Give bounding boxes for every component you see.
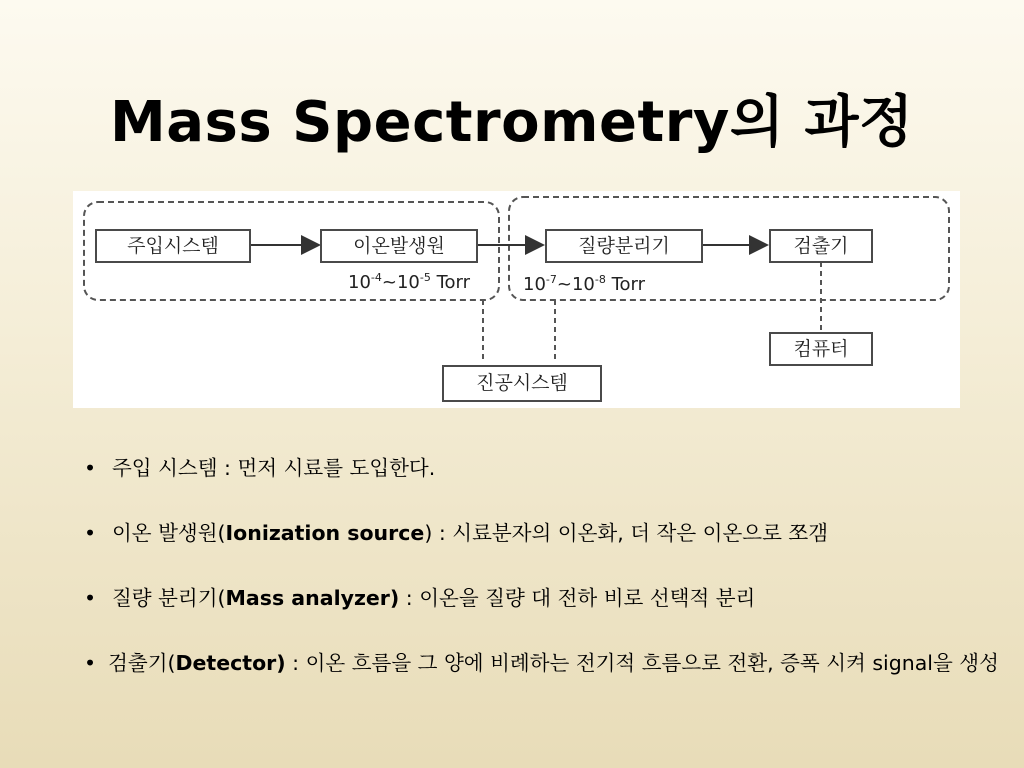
pressure-right-label: $10^{-7}\sim 10^{-8}$ Torr (523, 273, 645, 295)
bullet-desc: : 이온을 질량 대 전하 비로 선택적 분리 (399, 586, 756, 610)
computer-box: 컴퓨터 (769, 332, 873, 366)
bullet-text: 질량 분리기( (112, 586, 226, 610)
bullet-mark: • (84, 521, 97, 545)
bullet-text: 검출기( (108, 651, 176, 675)
bullet-desc: : 이온 흐름을 그 양에 비례하는 전기적 흐름으로 전환, 증폭 시켜 signal을 생성 (285, 651, 999, 675)
bullet-mark: • (84, 651, 97, 675)
bullet-term: Ionization source (225, 521, 425, 545)
mass-spec-process-diagram (73, 191, 960, 408)
vacuum-system-box: 진공시스템 (442, 365, 602, 402)
bullet-term: Detector) (175, 651, 286, 675)
mass-analyzer-box: 질량분리기 (545, 229, 703, 263)
bullet-item-ion-source (82, 517, 1007, 550)
bullet-item-injection (82, 452, 1007, 485)
bullet-item-mass-analyzer (82, 582, 1007, 615)
slide-title: Mass Spectrometry의 과정 (110, 90, 914, 155)
bullet-list (82, 452, 1007, 712)
bullet-desc: ) : 시료분자의 이온화, 더 작은 이온으로 쪼갬 (424, 521, 829, 545)
bullet-mark: • (84, 456, 97, 480)
pressure-left-label: $10^{-4}\sim 10^{-5}$ Torr (348, 271, 470, 293)
ion-source-box: 이온발생원 (320, 229, 478, 263)
bullet-item-detector (82, 647, 1007, 680)
detector-box: 검출기 (769, 229, 873, 263)
bullet-mark: • (84, 586, 97, 610)
bullet-text: 이온 발생원( (112, 521, 226, 545)
injection-system-box: 주입시스템 (95, 229, 251, 263)
bullet-term: Mass analyzer) (225, 586, 400, 610)
bullet-text: 주입 시스템 : 먼저 시료를 도입한다. (112, 456, 436, 480)
